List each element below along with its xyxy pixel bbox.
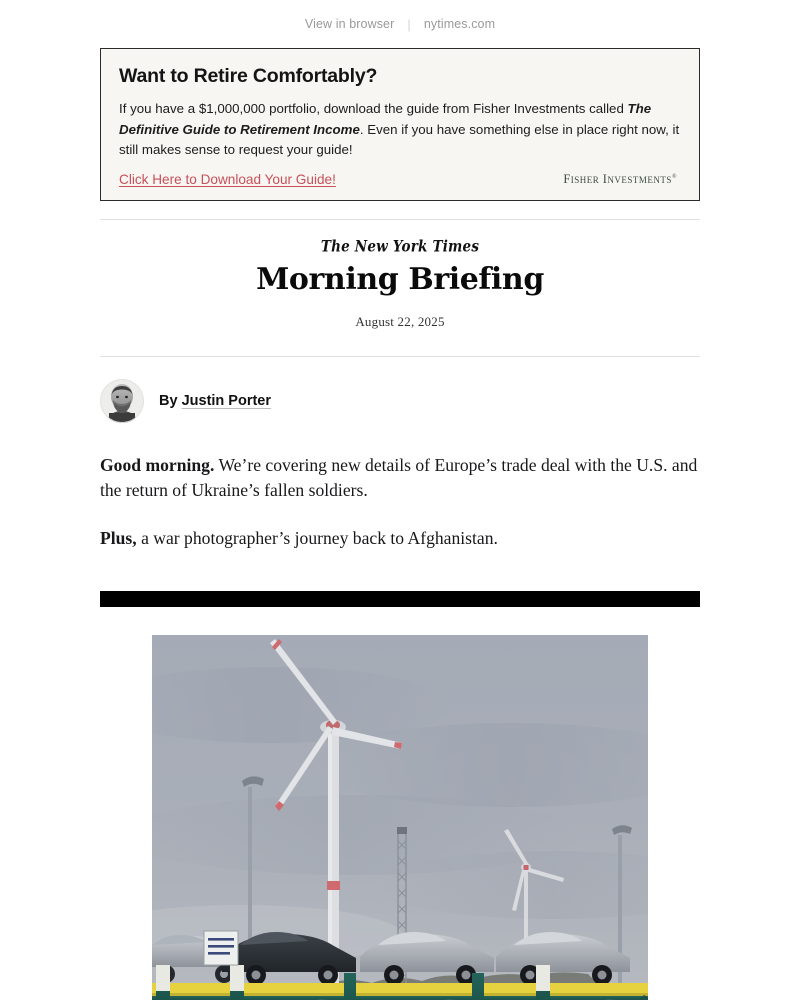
- issue-date: August 22, 2025: [355, 313, 445, 329]
- ad-cta-link[interactable]: Click Here to Download Your Guide!: [119, 172, 336, 187]
- intro-paragraph-1: [100, 423, 700, 505]
- byline-prefix: By: [159, 392, 178, 409]
- ad-body-text: [119, 99, 681, 160]
- carrier-warning-sign: [204, 931, 238, 965]
- intro-rest-1: We’re covering new details of Europe’s trade deal with the U.S. and the return of Ukraine’s fallen soldiers.: [100, 454, 698, 501]
- ad-body-part1: If you have a $1,000,000 portfolio, download the guide from Fisher Investments called: [119, 101, 628, 117]
- intro-lead-1: Good morning.: [100, 454, 215, 475]
- preheader-separator: |: [407, 16, 411, 32]
- lead-image-container[interactable]: [152, 635, 648, 1000]
- ad-body-emphasis: The Definitive Guide to Retirement Income: [119, 101, 652, 137]
- fisher-investments-logo: [563, 172, 681, 187]
- byline: [100, 357, 700, 423]
- advertiser-name: Fisher Investments: [563, 172, 672, 186]
- intro-paragraph-2: [100, 504, 700, 552]
- ad-body-part2: . Even if you have something else in place right now, it still makes sense to request your guide!: [119, 121, 680, 157]
- masthead: [100, 220, 700, 330]
- author-link[interactable]: Justin Porter: [181, 392, 272, 409]
- preheader-bar: [0, 0, 800, 48]
- view-in-browser-link[interactable]: View in browser: [304, 17, 395, 31]
- newsletter-title: Morning Briefing: [256, 262, 544, 297]
- intro-rest-2: a war photographer’s journey back to Afghanistan.: [136, 528, 498, 549]
- avatar-portrait-icon: [100, 379, 144, 423]
- ad-headline: Want to Retire Comfortably?: [119, 65, 378, 87]
- ad-footer: [119, 172, 681, 187]
- lead-image[interactable]: [152, 635, 648, 1000]
- advertisement-block[interactable]: [100, 48, 700, 201]
- intro-lead-2: Plus,: [100, 528, 137, 549]
- section-divider-bar: [100, 591, 700, 607]
- nytimes-site-link[interactable]: nytimes.com: [423, 17, 496, 31]
- registered-mark: ®: [671, 173, 677, 180]
- byline-text: [159, 393, 271, 409]
- content-column: [100, 48, 700, 1000]
- avatar: [100, 379, 144, 423]
- nyt-wordmark[interactable]: The New York Times: [320, 237, 480, 257]
